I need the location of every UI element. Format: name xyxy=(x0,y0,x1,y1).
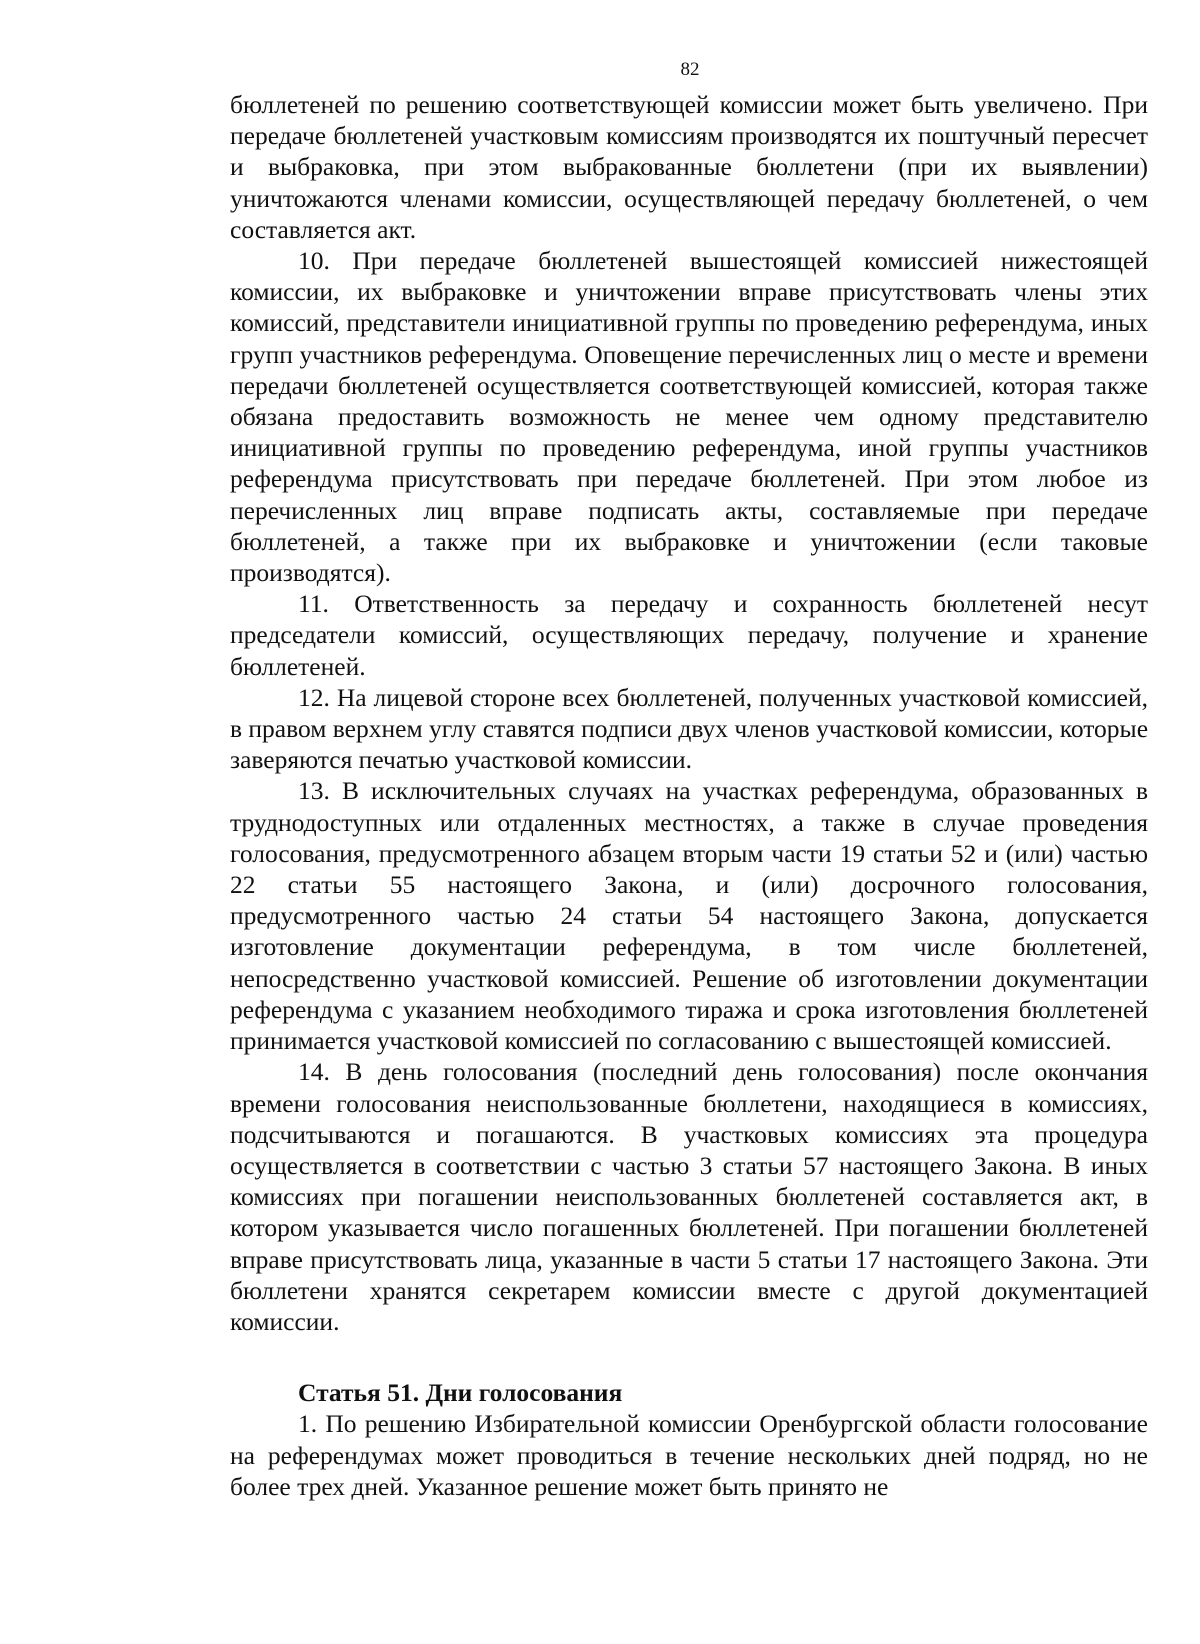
section-spacer xyxy=(230,1337,1148,1377)
document-body xyxy=(230,89,1148,1502)
article-heading: Статья 51. Дни голосования xyxy=(298,1378,623,1408)
paragraph-14: 14. В день голосования (последний день голосования) после окончания времени голосования неиспользованные бюллетени, находящиеся в комиссиях, подсчитываются и погашаются. В участковых комиссиях эта процедура осуществляется в соответствии с частью 3 статьи 57 настоящего Закона. В иных комиссиях при погашении неиспользованных бюллетеней составляется акт, в котором указывается число погашенных бюллетеней. При погашении бюллетеней вправе присутствовать лица, указанные в части 5 статьи 17 настоящего Закона. Эти бюллетени хранятся секретарем комиссии вместе с другой документацией комиссии. xyxy=(230,1057,1148,1336)
article-paragraph-1: 1. По решению Избирательной комиссии Оренбургской области голосование на референдумах может проводиться в течение нескольких дней подряд, но не более трех дней. Указанное решение может быть принято не xyxy=(230,1409,1148,1501)
page-number: 82 xyxy=(680,59,700,80)
paragraph-10: 10. При передаче бюллетеней вышестоящей комиссией нижестоящей комиссии, их выбраковке и уничтожении вправе присутствовать члены этих комиссий, представители инициативной группы по проведению референдума, иных групп участников референдума. Оповещение перечисленных лиц о месте и времени передачи бюллетеней осуществляется соответствующей комиссией, которая также обязана предоставить возможность не менее чем одному представителю инициативной группы по проведению референдума, иной группы участников референдума присутствовать при передаче бюллетеней. При этом любое из перечисленных лиц вправе подписать акты, составляемые при передаче бюллетеней, а также при их выбраковке и уничтожении (если таковые производятся). xyxy=(230,246,1148,588)
paragraph-continuation: бюллетеней по решению соответствующей комиссии может быть увеличено. При передаче бюллетеней участковым комиссиям производятся их поштучный пересчет и выбраковка, при этом выбракованные бюллетени (при их выявлении) уничтожаются членами комиссии, осуществляющей передачу бюллетеней, о чем составляется акт. xyxy=(230,90,1148,244)
paragraph-13: 13. В исключительных случаях на участках референдума, образованных в труднодоступных или отдаленных местностях, а также в случае проведения голосования, предусмотренного абзацем вторым части 19 статьи 52 и (или) частью 22 статьи 55 настоящего Закона, и (или) досрочного голосования, предусмотренного частью 24 статьи 54 настоящего Закона, допускается изготовление документации референдума, в том числе бюллетеней, непосредственно участковой комиссией. Решение об изготовлении документации референдума с указанием необходимого тиража и срока изготовления бюллетеней принимается участковой комиссией по согласованию с вышестоящей комиссией. xyxy=(230,776,1148,1056)
paragraph-11: 11. Ответственность за передачу и сохранность бюллетеней несут председатели комиссий, осуществляющих передачу, получение и хранение бюллетеней. xyxy=(230,589,1148,681)
paragraph-12: 12. На лицевой стороне всех бюллетеней, полученных участковой комиссией, в правом верхнем углу ставятся подписи двух членов участковой комиссии, которые заверяются печатью участковой комиссии. xyxy=(230,682,1149,775)
